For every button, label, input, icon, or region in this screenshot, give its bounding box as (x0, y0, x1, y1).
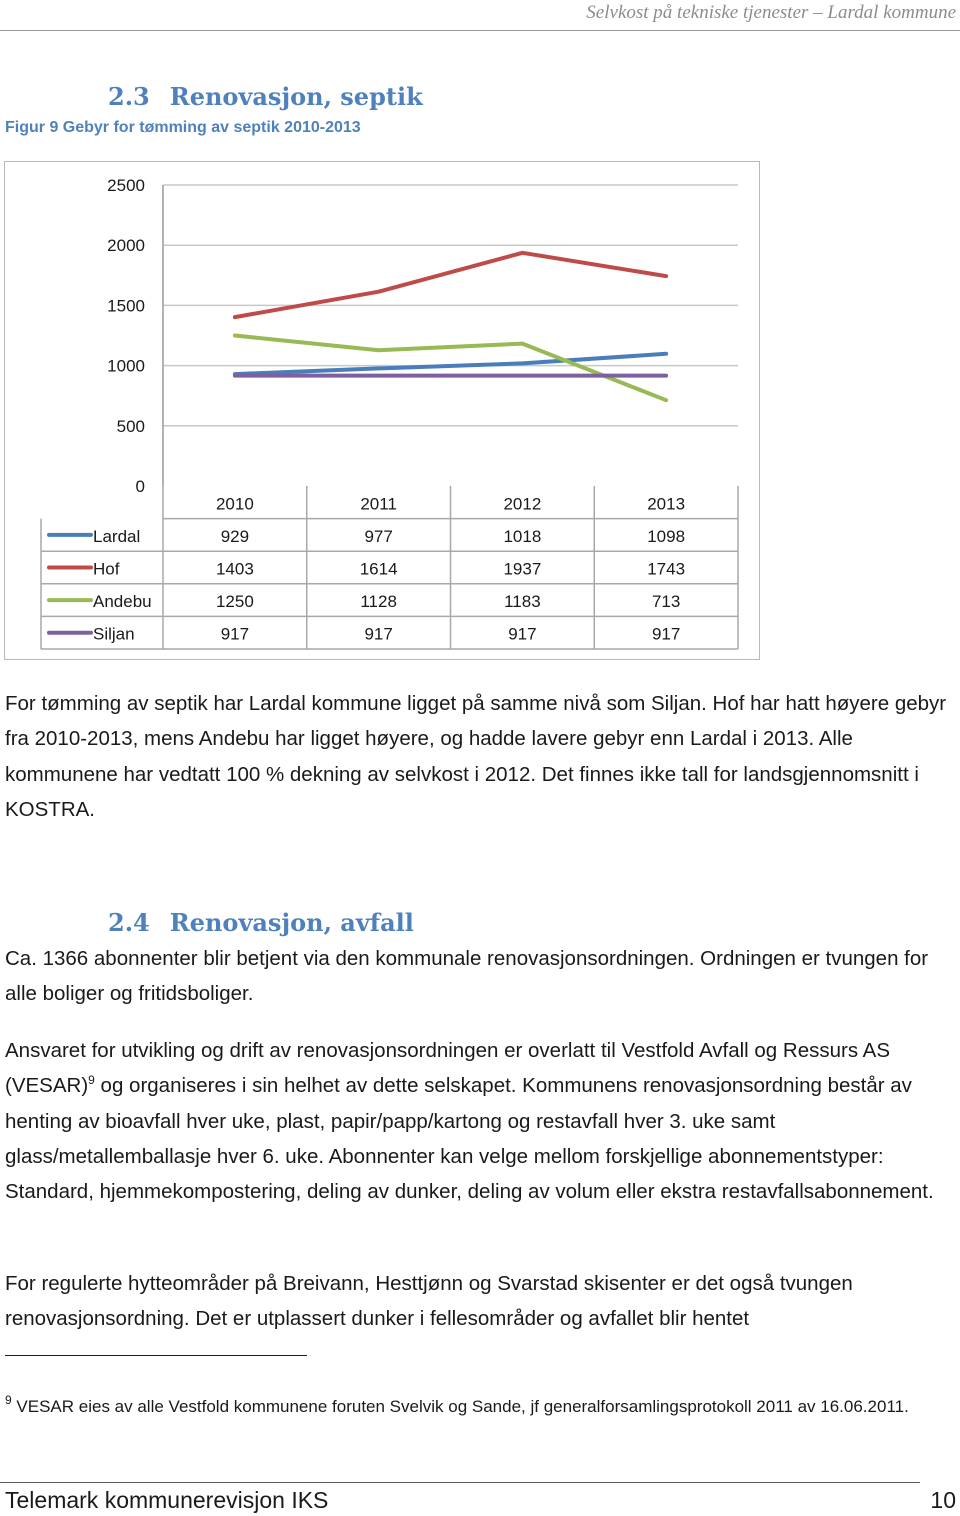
x-category-label: 2012 (503, 494, 542, 514)
data-table-cell: 977 (364, 526, 393, 546)
data-table-cell: 1403 (215, 559, 254, 579)
section-title: Renovasjon, avfall (169, 908, 414, 937)
y-tick-label: 500 (116, 416, 145, 436)
data-table-cell: 1183 (504, 592, 541, 612)
section-number: 2.4 (108, 908, 150, 937)
footer-organization: Telemark kommunerevisjon IKS (5, 1487, 329, 1513)
data-table-cell: 1128 (360, 592, 397, 612)
septik-chart (4, 161, 760, 660)
footer-rule (0, 1482, 920, 1483)
x-category-label: 2010 (215, 494, 254, 514)
footnote-number: 9 (5, 1393, 12, 1407)
paragraph-avfall-3 (5, 1266, 955, 1337)
paragraph-avfall-2 (5, 1033, 955, 1209)
chart-svg (5, 162, 761, 661)
data-table-cell: 917 (651, 624, 681, 644)
footnote-text: VESAR eies av alle Vestfold kommunene foruten Svelvik og Sande, jf generalforsamlingsprotokoll 2011 av 16.06.2011. (11, 1397, 909, 1416)
running-header: Selvkost på tekniske tjenester – Lardal kommune (586, 2, 956, 23)
series-line-hof (235, 253, 666, 317)
section-heading-avfall (108, 908, 414, 937)
y-tick-label: 0 (135, 477, 145, 496)
footnote (5, 1392, 945, 1422)
data-table-cell: 917 (508, 624, 537, 644)
legend-label: Siljan (93, 624, 135, 644)
data-table-cell: 929 (220, 526, 250, 546)
data-table-cell: 917 (220, 624, 250, 644)
paragraph-avfall-3-text: For regulerte hytteområder på Breivann, Hesttjønn og Svarstad skisenter er det også tvungen renovasjonsordning. Det er utplassert dunker i fellesområder og avfallet blir hentet (5, 1272, 853, 1331)
data-table-cell: 917 (364, 624, 393, 644)
legend-label: Hof (93, 559, 120, 579)
paragraph-septik (5, 686, 955, 827)
section-number: 2.3 (108, 82, 150, 111)
series-line-lardal (235, 354, 666, 374)
data-table-cell: 1937 (503, 559, 542, 579)
header-rule (0, 30, 960, 31)
paragraph-septik-text: For tømming av septik har Lardal kommune ligget på samme nivå som Siljan. Hof har hatt høyere gebyr fra 2010-2013, mens Andebu har ligget høyere, og hadde lavere gebyr enn Lardal i 2013. Alle kommunene har vedtatt 100 % dekning av selvkost i 2012. Det finnes ikke tall for landsgjennomsnitt i KOSTRA. (5, 692, 947, 821)
data-table-cell: 1250 (215, 592, 254, 612)
figure-caption: Figur 9 Gebyr for tømming av septik 2010-2013 (5, 119, 361, 136)
y-tick-label: 1500 (107, 296, 145, 316)
footnote-reference: 9 (88, 1073, 95, 1088)
data-table-cell: 1098 (647, 526, 686, 546)
legend-label: Lardal (93, 526, 141, 546)
x-category-label: 2011 (360, 494, 397, 514)
data-table-cell: 1018 (503, 526, 542, 546)
paragraph-avfall-1 (5, 941, 955, 1012)
section-heading-septik (108, 82, 423, 111)
y-tick-label: 2000 (107, 236, 145, 256)
data-table-cell: 713 (651, 592, 681, 612)
paragraph-avfall-2-text-b: og organiseres i sin helhet av dette selskapet. Kommunens renovasjonsordning består av henting av bioavfall hver uke, plast, papir/papp/kartong og restavfall hver 3. uke samt glass/metallemballasje hver 6. uke. Abonnenter kan velge mellom forskjellige abonnementstyper: Standard, hjemmekompostering, deling av dunker, deling av volum eller ekstra restavfallsabonnement. (5, 1074, 934, 1204)
paragraph-avfall-2-text-a: Ansvaret for utvikling og drift av renovasjonsordningen er overlatt til Vestfold Avfall og Ressurs AS (VESAR) (5, 1039, 891, 1098)
y-tick-label: 2500 (107, 176, 145, 195)
page-number: 10 (930, 1487, 956, 1513)
data-table-cell: 1743 (647, 559, 686, 579)
data-table-cell: 1614 (359, 559, 398, 579)
y-tick-label: 1000 (107, 356, 145, 376)
paragraph-avfall-1-text: Ca. 1366 abonnenter blir betjent via den kommunale renovasjonsordningen. Ordningen er tvungen for alle boliger og fritidsboliger. (5, 947, 929, 1006)
section-title: Renovasjon, septik (169, 82, 423, 111)
footnote-separator (5, 1355, 307, 1356)
legend-label: Andebu (93, 592, 152, 612)
x-category-label: 2013 (647, 494, 686, 514)
